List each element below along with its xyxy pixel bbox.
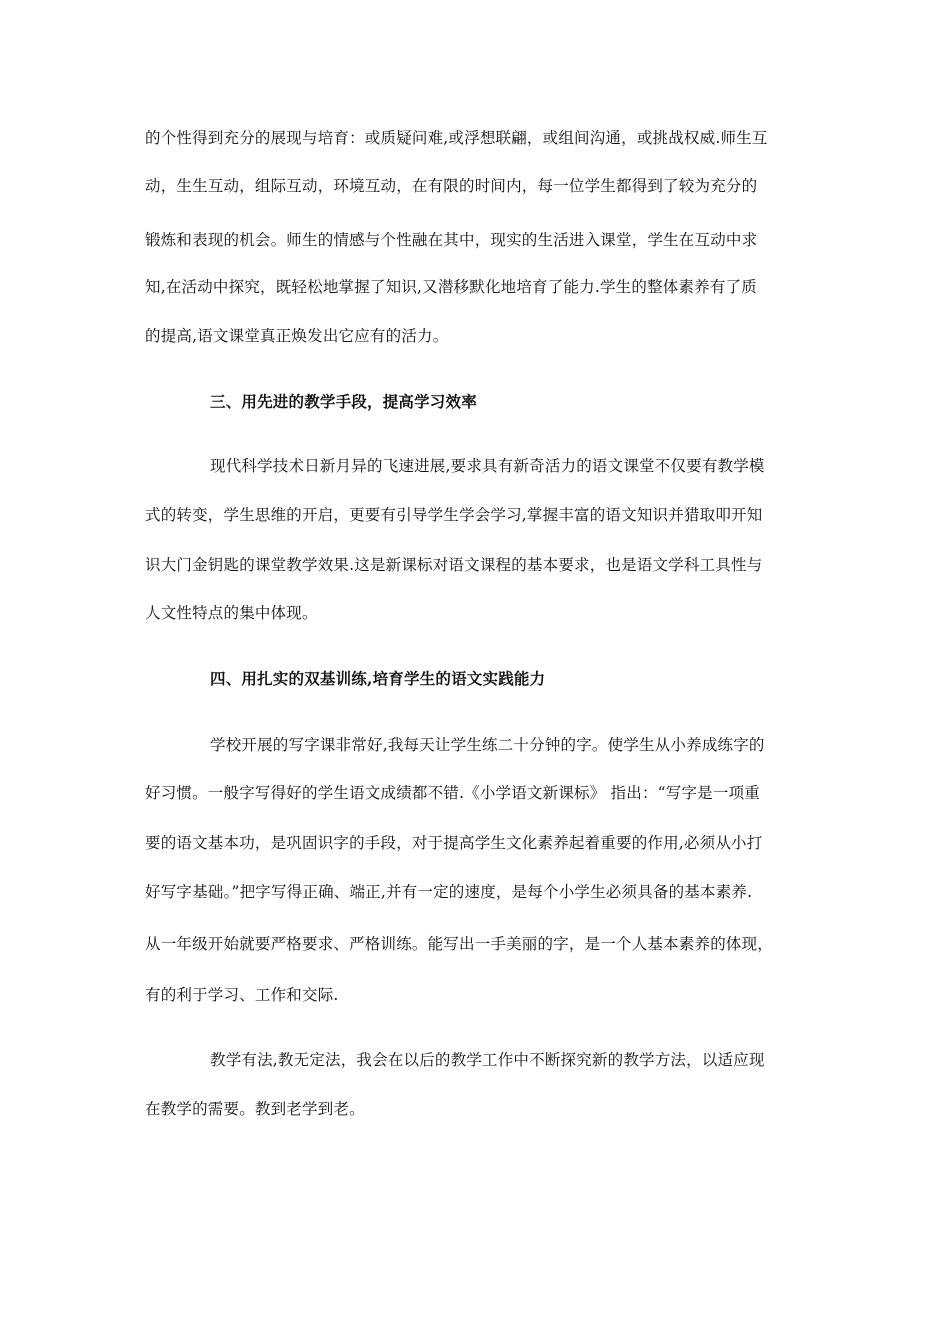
text-line: 的提高,语文课堂真正焕发出它应有的活力。 (145, 327, 449, 345)
text-line: 人文性特点的集中体现。 (145, 604, 318, 622)
text-line: 在教学的需要。教到老学到老。 (145, 1100, 365, 1118)
text-line: 从一年级开始就要严格要求、严格训练。能写出一手美丽的字，是一个人基本素养的体现， (145, 935, 774, 953)
section-heading: 四、用扎实的双基训练,培育学生的语文实践能力 (210, 669, 546, 688)
text-line: 式的转变，学生思维的开启，更要有引导学生学会学习,掌握丰富的语文知识并猎取叩开知 (145, 506, 763, 524)
section-heading: 三、用先进的教学手段，提高学习效率 (210, 392, 477, 411)
text-line: 知,在活动中探究，既轻松地掌握了知识,又潜移默化地培育了能力.学生的整体素养有了质 (145, 278, 757, 296)
text-line: 的个性得到充分的展现与培育：或质疑问难,或浮想联翩，或组间沟通，或挑战权威.师生互 (145, 129, 768, 147)
text-line: 锻炼和表现的机会。师生的情感与个性融在其中，现实的生活进入课堂，学生在互动中求 (145, 231, 758, 249)
text-line: 要的语文基本功，是巩固识字的手段，对于提高学生文化素养起着重要的作用,必须从小打 (145, 834, 763, 852)
text-line: 教学有法,教无定法，我会在以后的教学工作中不断探究新的教学方法，以适应现 (210, 1051, 765, 1069)
text-line: 有的利于学习、工作和交际. (145, 986, 339, 1004)
text-line: 识大门金钥匙的课堂教学效果.这是新课标对语文课程的基本要求，也是语文学科工具性与 (145, 556, 763, 574)
text-line: 学校开展的写字课非常好,我每天让学生练二十分钟的字。使学生从小养成练字的 (210, 736, 765, 754)
text-line: 好写字基础。”把字写得正确、端正,并有一定的速度，是每个小学生必须具备的基本素养. (145, 883, 753, 901)
text-line: 好习惯。一般字写得好的学生语文成绩都不错.《小学语文新课标》 指出：“写字是一项重 (145, 784, 760, 802)
text-line: 现代科学技术日新月异的飞速进展,要求具有新奇活力的语文课堂不仅要有教学模 (210, 457, 765, 475)
text-line: 动，生生互动，组际互动，环境互动，在有限的时间内，每一位学生都得到了较为充分的 (145, 177, 758, 195)
